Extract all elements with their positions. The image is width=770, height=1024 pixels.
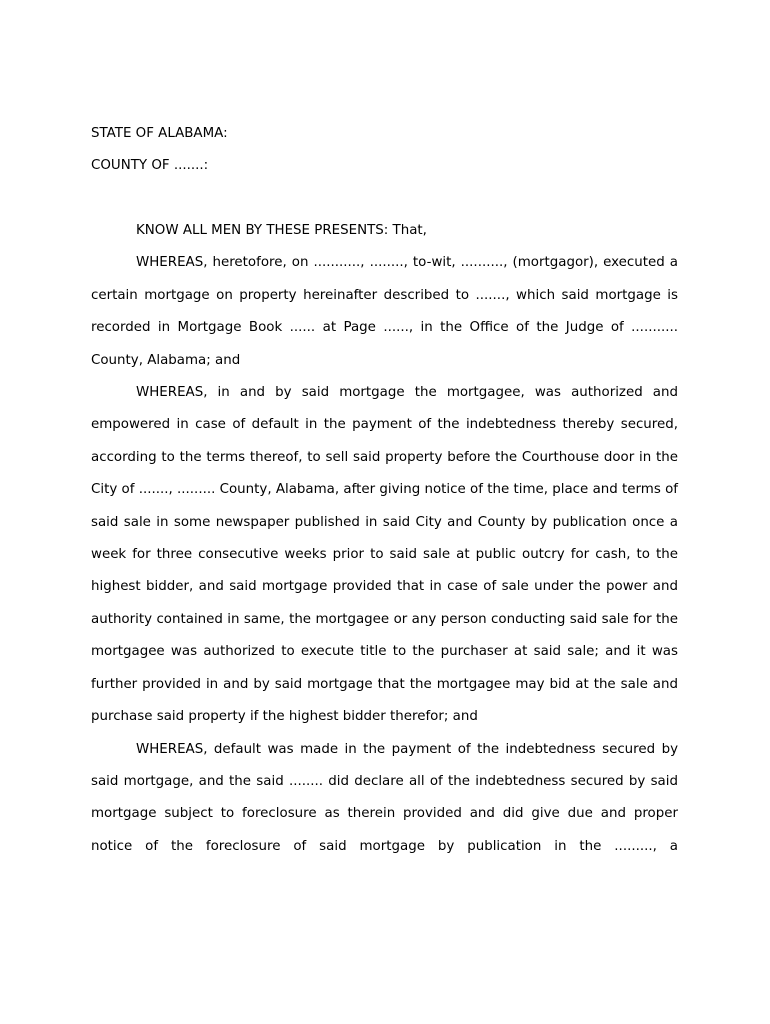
whereas-mortgage-paragraph: WHEREAS, heretofore, on ..........., ........, to-wit, .........., (mortgagor), executed a certain mortgage on property hereinafter described to ......., which said mortgage is recorded in Mortgage Book ...... at Page ......, in the Office of the Judge of ........... County, Alabama; and [91,255,678,368]
state-heading: STATE OF ALABAMA: [91,126,228,141]
whereas-power-of-sale-paragraph: WHEREAS, in and by said mortgage the mortgagee, was authorized and empowered in case of default in the payment of the indebtedness thereby secured, according to the terms thereof, to sell said property before the Courthouse door in the City of ......., ......... County, Alabama, after giving notice of the time, place and terms of said sale in some newspaper published in said City and County by publication once a week for three consecutive weeks prior to said sale at public outcry for cash, to the highest bidder, and said mortgage provided that in case of sale under the power and authority contained in same, the mortgagee or any person conducting said sale for the mortgagee was authorized to execute title to the purchaser at said sale; and it was further provided in and by said mortgage that the mortgagee may bid at the sale and purchase said property if the highest bidder therefor; and [91,385,678,725]
document-body [91,215,678,863]
county-heading: COUNTY OF .......: [91,158,209,173]
whereas-default-paragraph: WHEREAS, default was made in the payment of the indebtedness secured by said mortgage, and the said ........ did declare all of the indebtedness secured by said mortgage subject to foreclosure as therein provided and did give due and proper notice of the foreclosure of said mortgage by publication in the ........., a [91,741,678,854]
know-all-men-paragraph: KNOW ALL MEN BY THESE PRESENTS: That, [136,223,427,238]
